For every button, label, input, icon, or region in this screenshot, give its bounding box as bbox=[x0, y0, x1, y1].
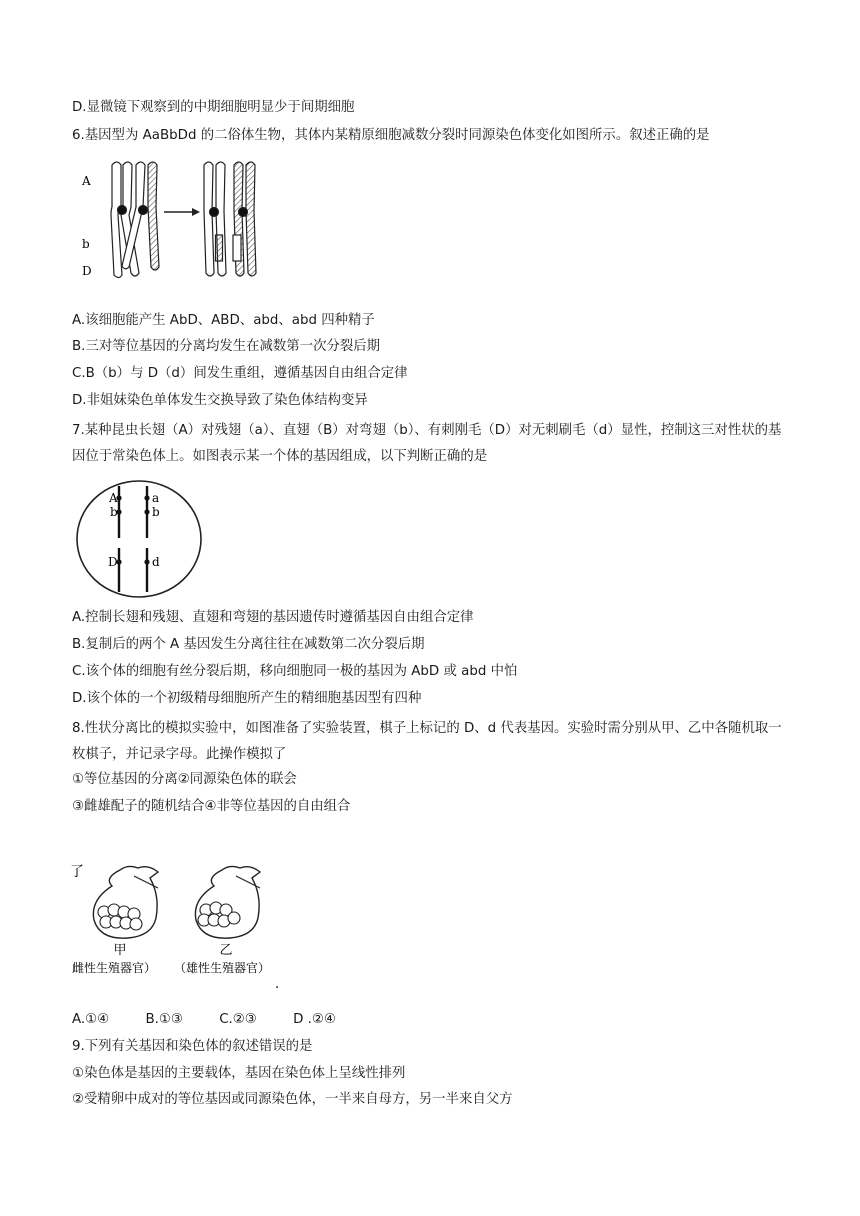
q8-option-d: D .②④ bbox=[293, 1012, 336, 1027]
q8-option-b: B.①③ bbox=[145, 1012, 183, 1027]
q8-answer-options bbox=[72, 1010, 368, 1030]
q5-option-d: D.显微镜下观察到的中期细胞明显少于间期细胞 bbox=[72, 100, 355, 115]
figure-corner-text: 了 bbox=[70, 864, 84, 880]
stray-dot: . bbox=[275, 977, 280, 992]
gene-label-b: b bbox=[110, 505, 118, 519]
q6-option-b: B.三对等位基因的分离均发生在减数第一次分裂后期 bbox=[72, 339, 381, 354]
bag-jia-icon bbox=[93, 866, 158, 958]
arrow-icon bbox=[164, 208, 200, 216]
q7-option-b: B.复制后的两个 A 基因发生分离往往在减数第二次分裂后期 bbox=[72, 637, 425, 652]
q6-option-c: C.B（b）与 D（d）间发生重组，遵循基因自由组合定律 bbox=[72, 366, 408, 381]
q9-statement-1: ①染色体是基因的主要载体，基因在染色体上呈线性排列 bbox=[72, 1066, 406, 1081]
gene-label-A: A bbox=[82, 174, 91, 188]
q8-choice-line-2: ③雌雄配子的随机结合④非等位基因的自由组合 bbox=[72, 799, 351, 814]
q8-stem: 8.性状分离比的模拟实验中，如图准备了实验装置，棋子上标记的 D、d 代表基因。实验时需分别从甲、乙中各随机取一枚棋子，并记录字母。此操作模拟了 bbox=[72, 721, 782, 762]
bag-jia-label: 甲 bbox=[113, 943, 127, 958]
q7-option-d: D.该个体的一个初级精母细胞所产生的精细胞基因型有四种 bbox=[72, 691, 422, 706]
q8-option-c: C.②③ bbox=[219, 1012, 257, 1027]
gene-label-D: D bbox=[108, 555, 118, 569]
q6-stem: 6.基因型为 AaBbDd 的二俗体生物，其体内某精原细胞减数分裂时同源染色体变化如图所示。叙述正确的是 bbox=[72, 128, 710, 143]
gene-label-D: D bbox=[82, 264, 92, 278]
q6-chromosome-figure bbox=[76, 155, 276, 285]
q6-option-d: D.非姐妹染色单体发生交换导致了染色体结构变异 bbox=[72, 393, 368, 408]
gene-label-a: a bbox=[152, 491, 160, 505]
gene-label-b-right: b bbox=[152, 505, 160, 519]
bag-yi-label: 乙 bbox=[219, 943, 233, 958]
q8-choice-line-1: ①等位基因的分离②同源染色体的联会 bbox=[72, 772, 297, 787]
bag-yi-caption: （雄性生殖器官） bbox=[174, 961, 271, 975]
gene-label-d: d bbox=[152, 555, 160, 569]
q7-cell-figure bbox=[73, 478, 205, 600]
bag-jia-caption: 雌性生殖器官） bbox=[72, 961, 157, 975]
q8-bags-figure bbox=[70, 862, 290, 992]
gene-label-b: b bbox=[82, 237, 90, 251]
q6-option-a: A.该细胞能产生 AbD、ABD、abd、abd 四种精子 bbox=[72, 313, 375, 328]
q7-option-a: A.控制长翅和残翅、直翅和弯翅的基因遗传时遵循基因自由组合定律 bbox=[72, 610, 474, 625]
q9-statement-2: ②受精卵中成对的等位基因或同源染色体，一半来自母方，另一半来自父方 bbox=[72, 1092, 513, 1107]
bag-yi-icon bbox=[195, 866, 260, 958]
q8-option-a: A.①④ bbox=[72, 1012, 110, 1027]
q7-stem: 7.某种昆虫长翅（A）对残翅（a）、直翅（B）对弯翅（b）、有刺刚毛（D）对无刺刷毛（d）显性，控制这三对性状的基因位于常染色体上。如图表示某一个体的基因组成，以下判断正确的是 bbox=[72, 423, 782, 464]
q7-option-c: C.该个体的细胞有丝分裂后期，移向细胞同一极的基因为 AbD 或 abd 中怕 bbox=[72, 664, 518, 679]
q9-stem: 9.下列有关基因和染色体的叙述错误的是 bbox=[72, 1039, 313, 1054]
gene-label-A: A bbox=[109, 491, 118, 505]
